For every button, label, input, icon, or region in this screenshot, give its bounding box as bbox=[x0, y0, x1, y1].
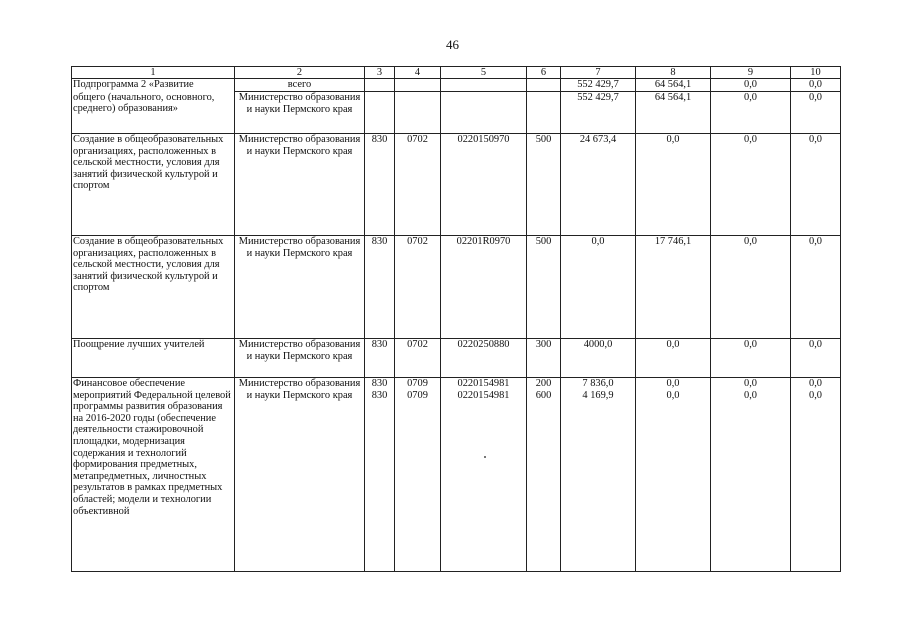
cell-value-10: 0,0 bbox=[791, 79, 841, 92]
cell-grbs bbox=[365, 92, 395, 134]
cell-csr bbox=[441, 378, 527, 572]
cell-name: Поощрение лучших учителей bbox=[72, 339, 235, 378]
cell-value-9 bbox=[711, 378, 791, 572]
cell-value-9: 0,0 bbox=[711, 134, 791, 236]
col-header-2: 2 bbox=[235, 67, 365, 79]
sub-value: 0,0 bbox=[744, 389, 757, 401]
cell-value-10: 0,0 bbox=[791, 134, 841, 236]
sub-value: 0,0 bbox=[809, 389, 822, 401]
cell-vr: 300 bbox=[527, 339, 561, 378]
col-header-1: 1 bbox=[72, 67, 235, 79]
header-row bbox=[72, 67, 841, 79]
col-header-4: 4 bbox=[395, 67, 441, 79]
cell-value-7 bbox=[561, 378, 636, 572]
sub-value: 0709 bbox=[407, 389, 428, 401]
sub-value: 0709 bbox=[407, 378, 428, 389]
col-header-10: 10 bbox=[791, 67, 841, 79]
cell-rz bbox=[395, 378, 441, 572]
cell-executor: Министерство образования и науки Пермского края bbox=[235, 378, 365, 572]
cell-name: Создание в общеобразовательных организациях, расположенных в сельской местности, условия для занятий физической культурой и спортом bbox=[72, 134, 235, 236]
cell-grbs: 830 bbox=[365, 236, 395, 339]
cell-value-7: 552 429,7 bbox=[561, 92, 636, 134]
sub-value: 7 836,0 bbox=[582, 378, 614, 389]
col-header-5: 5 bbox=[441, 67, 527, 79]
col-header-9: 9 bbox=[711, 67, 791, 79]
table-row bbox=[72, 378, 841, 572]
cell-value-10: 0,0 bbox=[791, 92, 841, 134]
sub-value: 200 bbox=[535, 378, 552, 389]
cell-executor: всего bbox=[235, 79, 365, 92]
cell-executor: Министерство образования и науки Пермского края bbox=[235, 339, 365, 378]
cell-value-10: 0,0 bbox=[791, 339, 841, 378]
table-row bbox=[72, 134, 841, 236]
col-header-6: 6 bbox=[527, 67, 561, 79]
cell-value-7: 24 673,4 bbox=[561, 134, 636, 236]
cell-name: общего (начального, основного, среднего) образования» bbox=[72, 92, 235, 134]
cell-vr bbox=[527, 92, 561, 134]
cell-name: Подпрограмма 2 «Развитие bbox=[72, 79, 235, 92]
sub-value: 0220154981 bbox=[457, 389, 510, 401]
sub-value: 0220154981 bbox=[457, 378, 510, 389]
cell-value-9: 0,0 bbox=[711, 236, 791, 339]
cell-value-8: 0,0 bbox=[636, 134, 711, 236]
sub-value: 0,0 bbox=[666, 389, 680, 401]
sub-value: 4 169,9 bbox=[582, 389, 614, 401]
cell-csr: 0220250880 bbox=[441, 339, 527, 378]
cell-grbs bbox=[365, 378, 395, 572]
sub-value: 0,0 bbox=[666, 378, 680, 389]
cell-value-7: 552 429,7 bbox=[561, 79, 636, 92]
col-header-7: 7 bbox=[561, 67, 636, 79]
cell-value-7: 0,0 bbox=[561, 236, 636, 339]
cell-grbs: 830 bbox=[365, 339, 395, 378]
cell-value-8: 17 746,1 bbox=[636, 236, 711, 339]
table-row bbox=[72, 92, 841, 134]
cell-grbs bbox=[365, 79, 395, 92]
col-header-8: 8 bbox=[636, 67, 711, 79]
cell-name: Создание в общеобразовательных организациях, расположенных в сельской местности, условия для занятий физической культурой и спортом bbox=[72, 236, 235, 339]
cell-executor: Министерство образования и науки Пермского края bbox=[235, 236, 365, 339]
cell-executor: Министерство образования и науки Пермского края bbox=[235, 92, 365, 134]
cell-name: Финансовое обеспечение мероприятий Федеральной целевой программы развития образования на 2016-2020 годы (обеспечение деятельности стажировочной площадки, модернизация содержания и технологий формирования предметных, метапредметных, личностных результатов в рамках предметных областей; модели и технологии объективной bbox=[72, 378, 235, 572]
cell-vr: 500 bbox=[527, 134, 561, 236]
cell-csr bbox=[441, 79, 527, 92]
sub-value: 0,0 bbox=[744, 378, 757, 389]
sub-value: 600 bbox=[535, 389, 552, 401]
cell-value-9: 0,0 bbox=[711, 79, 791, 92]
table-row bbox=[72, 79, 841, 92]
sub-value: 0,0 bbox=[809, 378, 822, 389]
sub-value: 830 bbox=[371, 389, 388, 401]
budget-table bbox=[71, 66, 841, 572]
table-row bbox=[72, 236, 841, 339]
cell-vr bbox=[527, 79, 561, 92]
page-number: 46 bbox=[446, 37, 459, 52]
sub-value: 830 bbox=[371, 378, 388, 389]
cell-rz bbox=[395, 79, 441, 92]
cell-executor: Министерство образования и науки Пермского края bbox=[235, 134, 365, 236]
cell-rz: 0702 bbox=[395, 339, 441, 378]
cell-grbs: 830 bbox=[365, 134, 395, 236]
cell-rz: 0702 bbox=[395, 236, 441, 339]
cell-value-8: 64 564,1 bbox=[636, 92, 711, 134]
col-header-3: 3 bbox=[365, 67, 395, 79]
cell-rz bbox=[395, 92, 441, 134]
cell-csr bbox=[441, 92, 527, 134]
cell-value-9: 0,0 bbox=[711, 339, 791, 378]
cell-value-8: 64 564,1 bbox=[636, 79, 711, 92]
cell-value-8: 0,0 bbox=[636, 339, 711, 378]
cell-value-10: 0,0 bbox=[791, 236, 841, 339]
scan-speck bbox=[484, 456, 486, 458]
cell-rz: 0702 bbox=[395, 134, 441, 236]
cell-value-7: 4000,0 bbox=[561, 339, 636, 378]
table-row bbox=[72, 339, 841, 378]
cell-csr: 0220150970 bbox=[441, 134, 527, 236]
cell-csr: 02201R0970 bbox=[441, 236, 527, 339]
cell-value-8 bbox=[636, 378, 711, 572]
cell-vr bbox=[527, 378, 561, 572]
cell-vr: 500 bbox=[527, 236, 561, 339]
cell-value-10 bbox=[791, 378, 841, 572]
cell-value-9: 0,0 bbox=[711, 92, 791, 134]
